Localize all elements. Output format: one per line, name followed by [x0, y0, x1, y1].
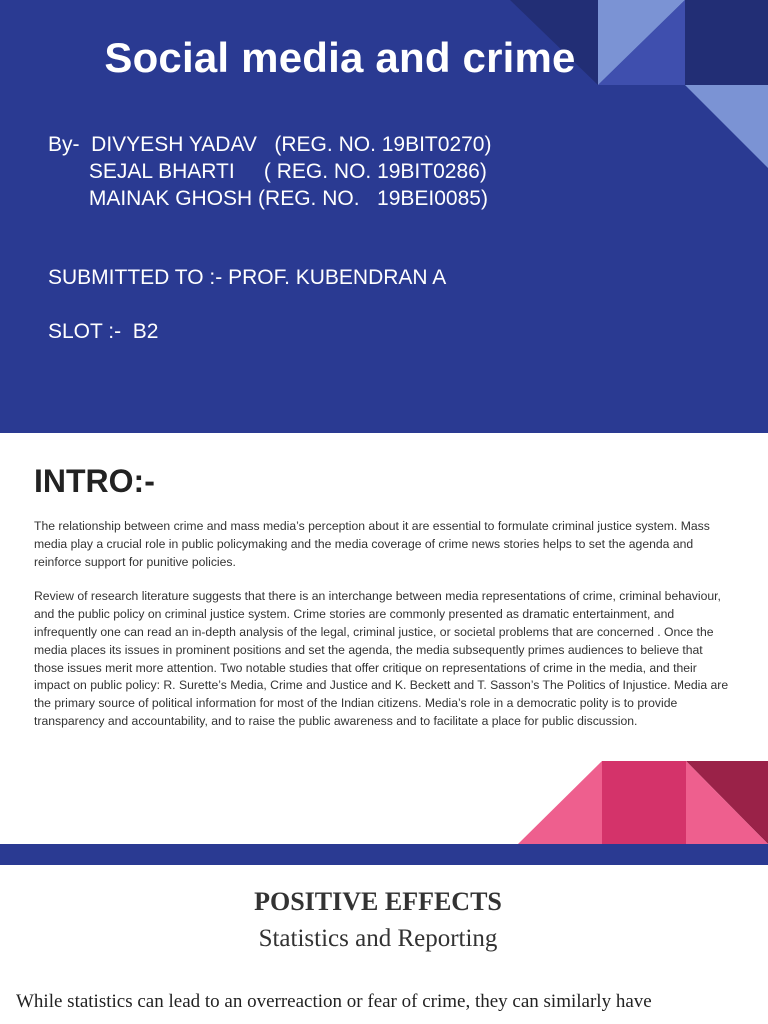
section-subtitle: Statistics and Reporting [258, 925, 498, 952]
authors-block [48, 131, 491, 212]
intro-paragraph: Review of research literature suggests that there is an interchange between media representations of crime, criminal behaviour, and the public policy on criminal justice system. Crime stories are commonly presented as dramatic entertainment, and infrequently one can read an in-depth analysis of the legal, criminal justice, or societal problems that are concerned . Once the media places its issues in prominent positions and set the agenda, the media subsequently primes audiences to believe that those issues merit more attention. Two notable studies that offer critique on representations of crime in the media, and their impact on public policy: R. Surette’s Media, Crime and Justice and K. Beckett and T. Sasson’s The Politics of Injustice. Media are the primary source of political information for most of the Indian citizens. Media’s role in a democratic polity is to provide transparency and accountability, and to raise the public awareness and to facilitate a place for public discussion. [34, 589, 729, 728]
intro-paragraph: The relationship between crime and mass media’s perception about it are essential to formulate criminal justice system. Mass media play a crucial role in public policymaking and the media coverage of crime news stories helps to set the agenda and reinforce support for punitive policies. [34, 519, 710, 569]
deco-square-dark [685, 0, 768, 85]
slot-label: SLOT :- B2 [48, 320, 159, 343]
pink-decoration [0, 433, 768, 865]
intro-slide [0, 433, 768, 865]
section-title: POSITIVE EFFECTS [254, 887, 502, 916]
title-slide [0, 0, 768, 433]
section-body: While statistics can lead to an overreaction or fear of crime, they can similarly have [16, 991, 652, 1012]
deco-triangle-light-bottom [685, 85, 768, 168]
slide-title: Social media and crime [104, 34, 576, 81]
deco-pink-square [602, 761, 686, 844]
footer-bar [0, 844, 768, 865]
submitted-to: SUBMITTED TO :- PROF. KUBENDRAN A [48, 266, 447, 289]
author-line: MAINAK GHOSH (REG. NO. 19BEI0085) [48, 187, 488, 210]
intro-heading: INTRO:- [34, 463, 155, 499]
author-line: By- DIVYESH YADAV (REG. NO. 19BIT0270) [48, 133, 492, 156]
deco-pink-triangle-left [518, 761, 602, 844]
author-line: SEJAL BHARTI ( REG. NO. 19BIT0286) [48, 160, 487, 183]
positive-effects-slide [0, 865, 768, 1024]
